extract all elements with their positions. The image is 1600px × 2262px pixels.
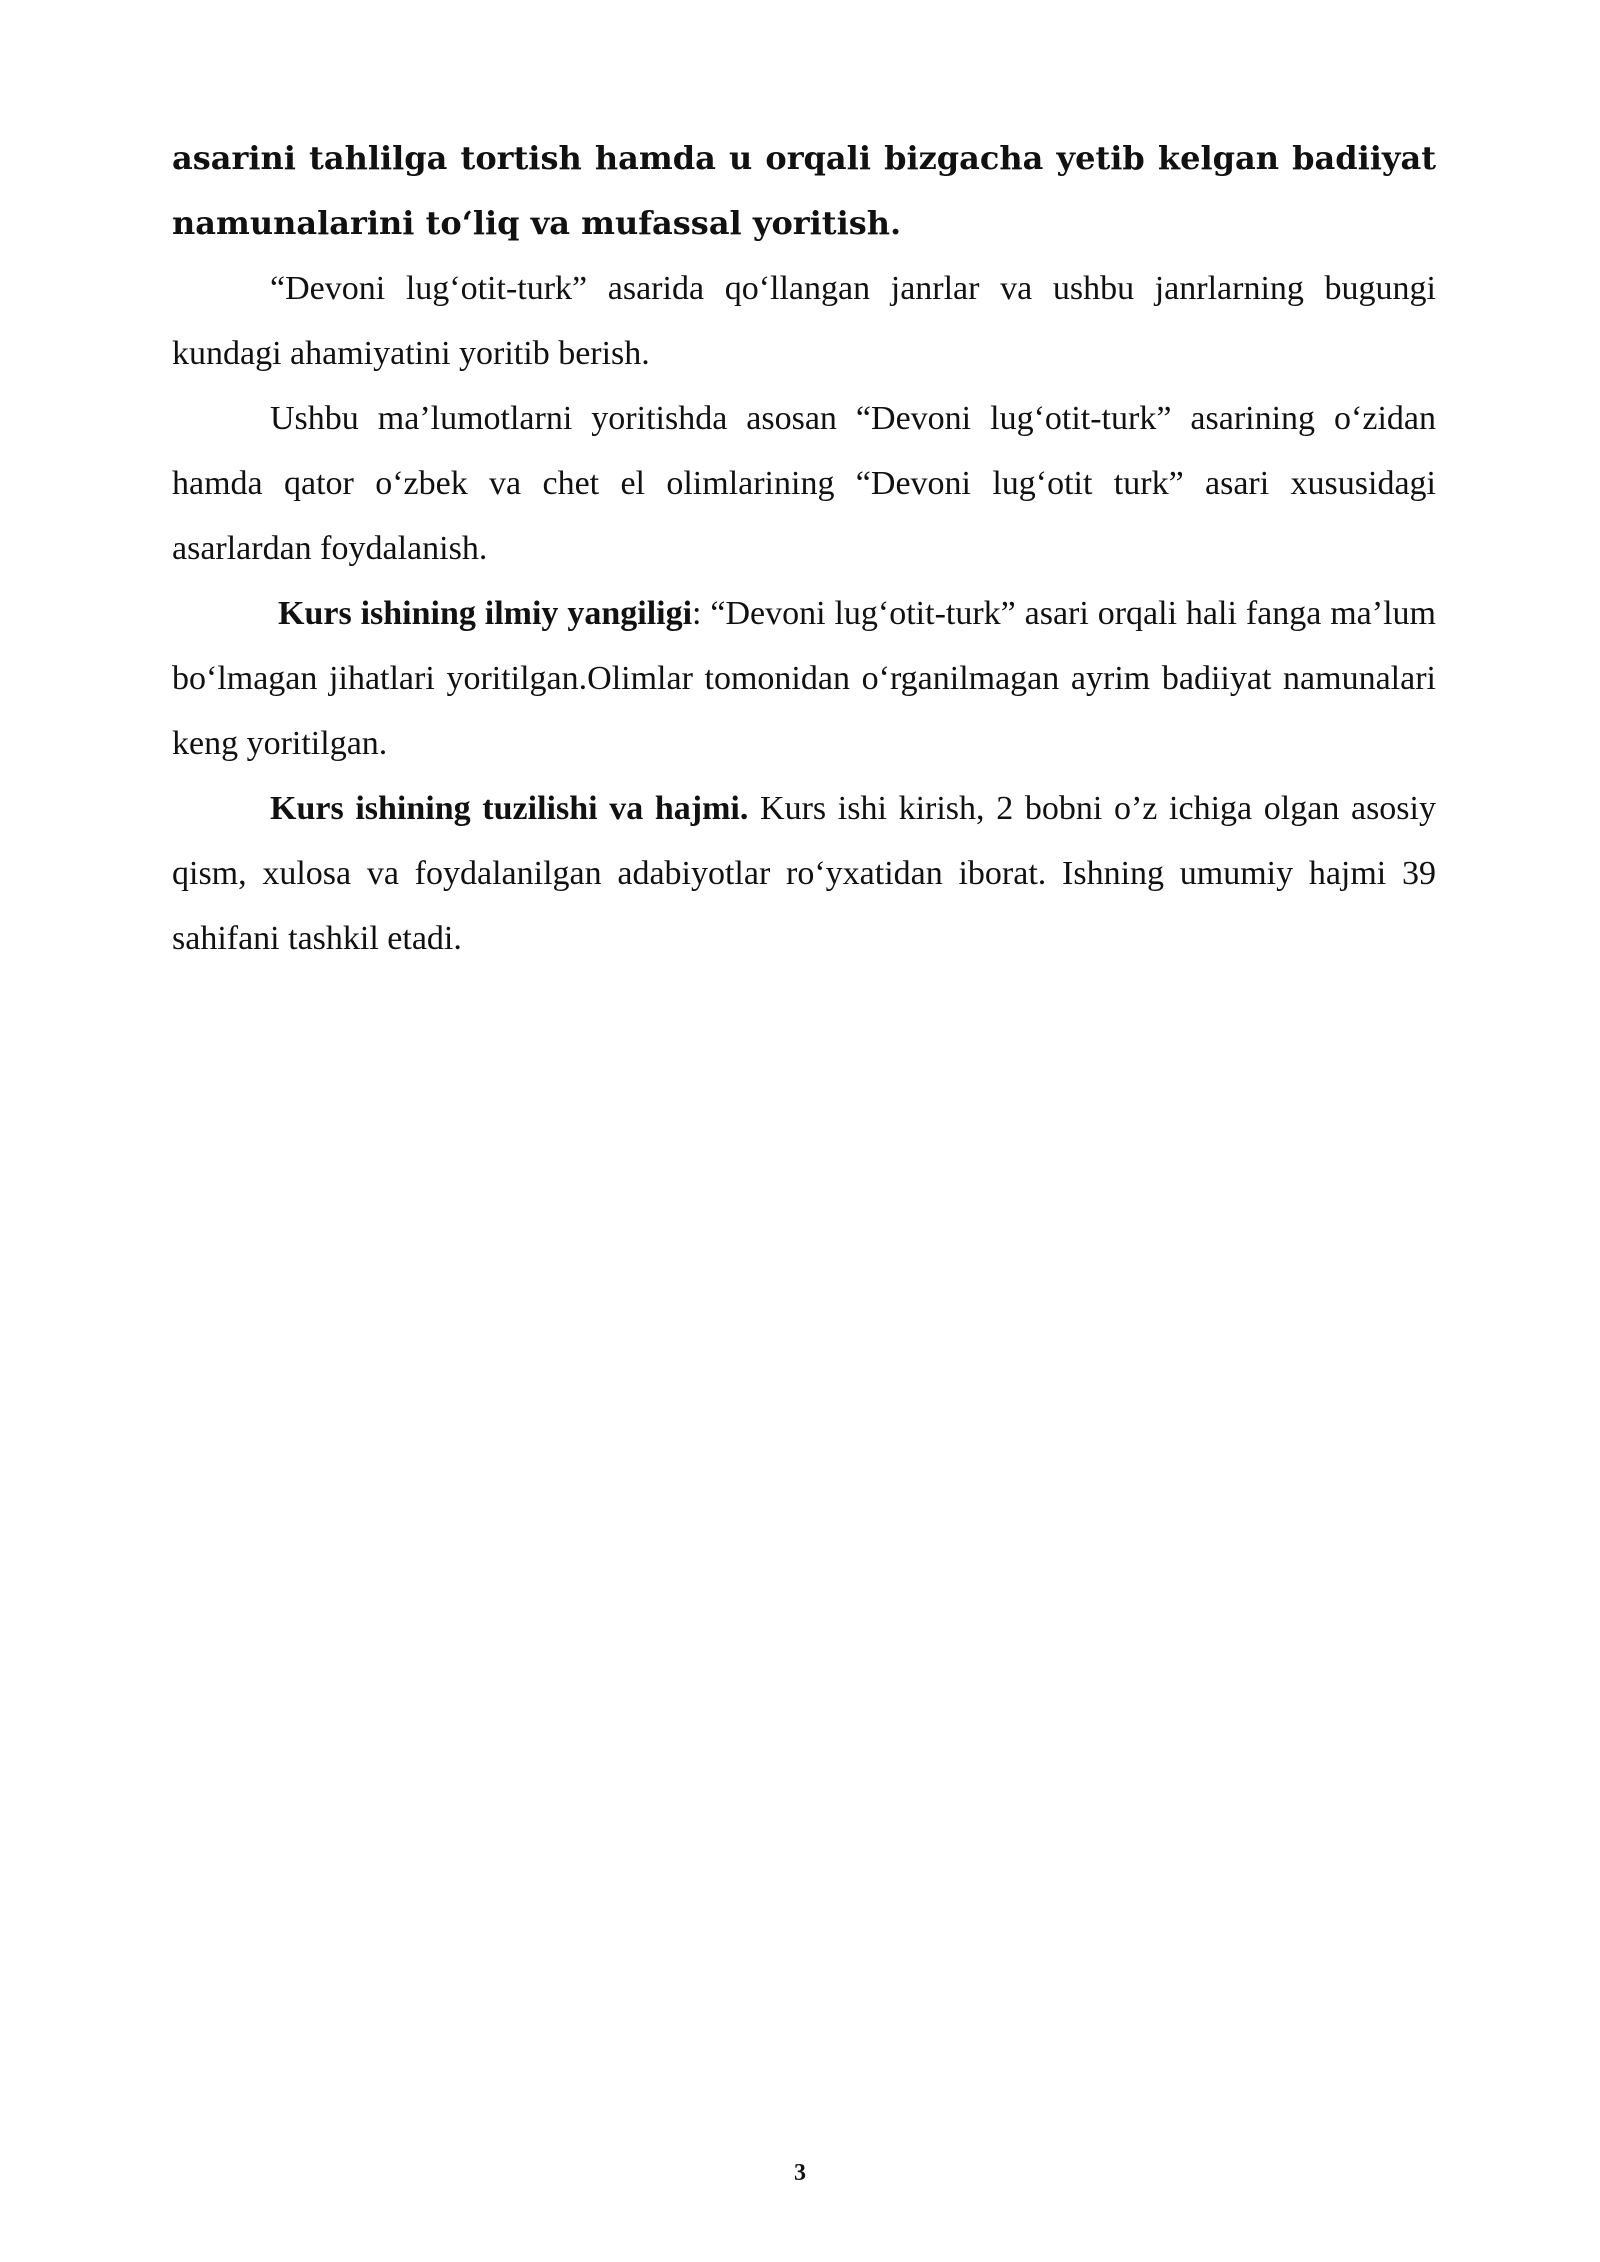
paragraph-novelty [172,581,1436,776]
paragraph-sources: Ushbu ma’lumotlarni yoritishda asosan “Devoni lug‘otit-turk” asarining o‘zidan hamda qator o‘zbek va chet el olimlarining “Devoni lug‘otit turk” asari xususidagi asarlardan foydalanish. [172,400,1436,567]
novelty-text: : “Devoni lug‘otit-turk” asari orqali hali fanga ma’lum bo‘lmagan jihatlari yoritilgan.Olimlar tomonidan o‘rganilmagan ayrim badiiyat namunalari keng yoritilgan. [172,595,1436,762]
page-body [172,126,1436,971]
structure-text: Kurs ishi kirish, 2 bobni o’z ichiga olgan asosiy qism, xulosa va foydalanilgan adabiyotlar ro‘yxatidan iborat. Ishning umumiy hajmi 39 sahifani tashkil etadi. [172,790,1436,957]
paragraph-genres: “Devoni lug‘otit-turk” asarida qo‘llangan janrlar va ushbu janrlarning bugungi kundagi ahamiyatini yoritib berish. [172,270,1436,372]
novelty-heading: Kurs ishining ilmiy yangiligi [278,595,693,632]
paragraph-goal-continuation: asarini tahlilga tortish hamda u orqali bizgacha yetib kelgan badiiyat namunalarini to‘liq va mufassal yoritish. [172,139,1436,242]
paragraph-structure [172,776,1436,971]
structure-heading: Kurs ishining tuzilishi va hajmi. [270,790,749,827]
page-number: 3 [794,2160,806,2186]
